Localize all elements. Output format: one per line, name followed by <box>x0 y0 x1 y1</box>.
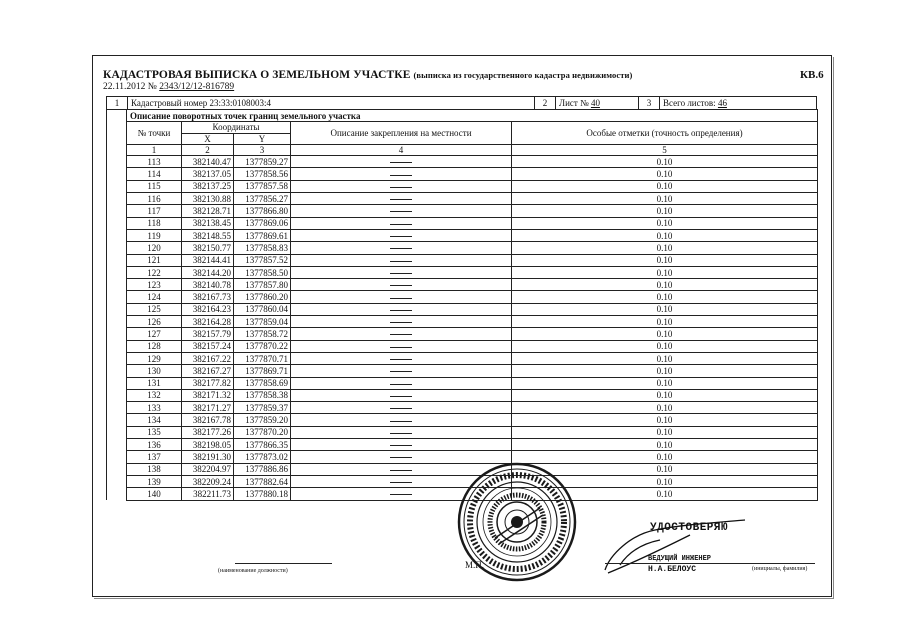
col-3-marker: 3 <box>639 97 660 110</box>
left-margin-cell <box>107 402 127 414</box>
coord-x: 382140.47 <box>182 156 234 168</box>
coord-y: 1377869.61 <box>234 229 291 241</box>
document-number: 2343/12/12-816789 <box>159 82 235 92</box>
form-code: КВ.6 <box>800 69 824 81</box>
coord-y: 1377858.83 <box>234 242 291 254</box>
coord-x: 382137.05 <box>182 168 234 180</box>
coord-x: 382130.88 <box>182 193 234 205</box>
column-number-1: 1 <box>127 144 182 155</box>
left-margin-cell <box>107 316 127 328</box>
cadastral-number-cell <box>128 97 535 110</box>
description-cell <box>291 352 512 364</box>
header-x: X <box>182 133 234 144</box>
table-row <box>107 217 818 229</box>
note-cell: 0.10 <box>512 266 818 278</box>
coord-x: 382167.78 <box>182 414 234 426</box>
dash-mark <box>390 408 412 409</box>
point-number: 117 <box>127 205 182 217</box>
title-subtitle: (выписка из государственного кадастра недвижимости) <box>413 70 633 80</box>
table-row <box>107 414 818 426</box>
total-sheets: 46 <box>717 98 727 108</box>
coord-y: 1377856.27 <box>234 193 291 205</box>
description-cell <box>291 242 512 254</box>
left-margin-cell <box>107 352 127 364</box>
left-margin-cell <box>107 340 127 352</box>
left-margin-cell <box>107 439 127 451</box>
dash-mark <box>390 396 412 397</box>
note-cell: 0.10 <box>512 414 818 426</box>
left-margin-cell <box>107 180 127 192</box>
coord-y: 1377869.06 <box>234 217 291 229</box>
note-cell: 0.10 <box>512 193 818 205</box>
coord-y: 1377857.52 <box>234 254 291 266</box>
column-number-2: 2 <box>182 144 234 155</box>
header-y: Y <box>234 133 291 144</box>
table-row <box>107 229 818 241</box>
description-cell <box>291 340 512 352</box>
dash-mark <box>390 236 412 237</box>
header-point-number: № точки <box>127 122 182 145</box>
position-signature-line <box>235 563 332 564</box>
coord-x: 382138.45 <box>182 217 234 229</box>
note-cell: 0.10 <box>512 328 818 340</box>
description-cell <box>291 365 512 377</box>
table-row <box>107 303 818 315</box>
left-margin-cell <box>107 122 127 133</box>
description-cell <box>291 328 512 340</box>
dash-mark <box>390 457 412 458</box>
note-cell: 0.10 <box>512 229 818 241</box>
table-row <box>107 340 818 352</box>
coord-x: 382167.22 <box>182 352 234 364</box>
header-notes: Особые отметки (точность определения) <box>512 122 818 145</box>
left-margin-cell <box>107 451 127 463</box>
left-margin-cell <box>107 193 127 205</box>
coord-x: 382167.73 <box>182 291 234 303</box>
cadastral-number: 23:33:0108003:4 <box>209 98 271 108</box>
dash-mark <box>390 322 412 323</box>
note-cell: 0.10 <box>512 279 818 291</box>
coord-x: 382171.27 <box>182 402 234 414</box>
title-text: КАДАСТРОВАЯ ВЫПИСКА О ЗЕМЕЛЬНОМ УЧАСТКЕ <box>103 69 411 81</box>
point-number: 133 <box>127 402 182 414</box>
total-sheets-label: Всего листов: <box>663 98 716 108</box>
coord-y: 1377869.71 <box>234 365 291 377</box>
cadastral-label: Кадастровый номер <box>131 98 208 108</box>
document-date <box>103 82 234 92</box>
dash-mark <box>390 334 412 335</box>
left-margin-cell <box>107 414 127 426</box>
coord-x: 382137.25 <box>182 180 234 192</box>
dash-mark <box>390 273 412 274</box>
note-cell: 0.10 <box>512 488 818 500</box>
sheet-label: Лист № <box>559 98 589 108</box>
dash-mark <box>390 384 412 385</box>
table-row <box>107 377 818 389</box>
coord-x: 382177.82 <box>182 377 234 389</box>
dash-mark <box>390 211 412 212</box>
dash-mark <box>390 359 412 360</box>
note-cell: 0.10 <box>512 205 818 217</box>
header-description: Описание закрепления на местности <box>291 122 512 145</box>
point-number: 137 <box>127 451 182 463</box>
note-cell: 0.10 <box>512 451 818 463</box>
header-coordinates: Координаты <box>182 122 291 133</box>
table-row <box>107 180 818 192</box>
info-row-table <box>106 96 817 110</box>
total-sheets-cell <box>660 97 817 110</box>
dash-mark <box>390 162 412 163</box>
left-margin-cell <box>107 377 127 389</box>
left-margin-cell <box>107 475 127 487</box>
dash-mark <box>390 199 412 200</box>
table-row <box>107 242 818 254</box>
dash-mark <box>390 470 412 471</box>
coord-y: 1377858.38 <box>234 389 291 401</box>
table-row <box>107 156 818 168</box>
note-cell: 0.10 <box>512 340 818 352</box>
description-cell <box>291 439 512 451</box>
note-cell: 0.10 <box>512 402 818 414</box>
left-margin-cell <box>107 254 127 266</box>
table-row <box>107 205 818 217</box>
official-seal-icon <box>455 460 580 585</box>
coord-x: 382128.71 <box>182 205 234 217</box>
dash-mark <box>390 224 412 225</box>
point-number: 134 <box>127 414 182 426</box>
note-cell: 0.10 <box>512 352 818 364</box>
coord-y: 1377859.20 <box>234 414 291 426</box>
coord-y: 1377859.27 <box>234 156 291 168</box>
left-margin-cell <box>107 426 127 438</box>
engineer-title: ВЕДУЩИЙ ИНЖЕНЕР <box>648 555 712 563</box>
section-title: Описание поворотных точек границ земельного участка <box>127 110 818 122</box>
coord-y: 1377870.22 <box>234 340 291 352</box>
note-cell: 0.10 <box>512 463 818 475</box>
coord-x: 382140.78 <box>182 279 234 291</box>
dash-mark <box>390 421 412 422</box>
description-cell <box>291 229 512 241</box>
name-caption: (инициалы, фамилия) <box>752 566 808 572</box>
dash-mark <box>390 285 412 286</box>
point-number: 139 <box>127 475 182 487</box>
column-number-3: 3 <box>234 144 291 155</box>
column-number-5: 5 <box>512 144 818 155</box>
note-cell: 0.10 <box>512 217 818 229</box>
point-number: 118 <box>127 217 182 229</box>
dash-mark <box>390 310 412 311</box>
point-number: 132 <box>127 389 182 401</box>
column-number-4: 4 <box>291 144 512 155</box>
point-number: 123 <box>127 279 182 291</box>
left-margin-cell <box>107 229 127 241</box>
table-row <box>107 291 818 303</box>
note-cell: 0.10 <box>512 439 818 451</box>
table-row <box>107 193 818 205</box>
point-number: 136 <box>127 439 182 451</box>
coord-y: 1377857.80 <box>234 279 291 291</box>
point-number: 128 <box>127 340 182 352</box>
table-row <box>107 328 818 340</box>
left-margin-cell <box>107 389 127 401</box>
note-cell: 0.10 <box>512 291 818 303</box>
coord-y: 1377882.64 <box>234 475 291 487</box>
coord-x: 382148.55 <box>182 229 234 241</box>
table-row <box>107 352 818 364</box>
section-number: 1 <box>107 97 128 110</box>
description-cell <box>291 279 512 291</box>
stamp-place-label: М.П. <box>465 560 485 570</box>
note-cell: 0.10 <box>512 316 818 328</box>
table-row <box>107 402 818 414</box>
note-cell: 0.10 <box>512 389 818 401</box>
coord-y: 1377880.18 <box>234 488 291 500</box>
dash-mark <box>390 347 412 348</box>
coord-x: 382144.20 <box>182 266 234 278</box>
coord-y: 1377859.37 <box>234 402 291 414</box>
note-cell: 0.10 <box>512 156 818 168</box>
left-margin-cell <box>107 291 127 303</box>
table-row <box>107 168 818 180</box>
note-cell: 0.10 <box>512 242 818 254</box>
coord-y: 1377870.71 <box>234 352 291 364</box>
table-row <box>107 365 818 377</box>
point-number: 122 <box>127 266 182 278</box>
document-title <box>103 69 632 81</box>
coord-y: 1377859.04 <box>234 316 291 328</box>
dash-mark <box>390 248 412 249</box>
coord-y: 1377886.86 <box>234 463 291 475</box>
point-number: 125 <box>127 303 182 315</box>
dash-mark <box>390 482 412 483</box>
coord-x: 382150.77 <box>182 242 234 254</box>
point-number: 116 <box>127 193 182 205</box>
dash-mark <box>390 261 412 262</box>
dash-mark <box>390 433 412 434</box>
certify-stamp: УДОСТОВЕРЯЮ <box>650 522 729 534</box>
dash-mark <box>390 445 412 446</box>
coord-y: 1377858.72 <box>234 328 291 340</box>
boundary-points-table <box>106 109 818 501</box>
point-number: 114 <box>127 168 182 180</box>
coord-x: 382164.23 <box>182 303 234 315</box>
coord-x: 382157.79 <box>182 328 234 340</box>
coord-y: 1377870.20 <box>234 426 291 438</box>
left-margin-cell <box>107 463 127 475</box>
left-margin-cell <box>107 242 127 254</box>
coord-y: 1377858.50 <box>234 266 291 278</box>
left-margin-cell <box>107 488 127 500</box>
left-margin-cell <box>107 205 127 217</box>
left-margin-cell <box>107 110 127 122</box>
table-row <box>107 254 818 266</box>
note-cell: 0.10 <box>512 168 818 180</box>
coord-x: 382157.24 <box>182 340 234 352</box>
point-number: 126 <box>127 316 182 328</box>
note-cell: 0.10 <box>512 303 818 315</box>
description-cell <box>291 168 512 180</box>
coord-x: 382211.73 <box>182 488 234 500</box>
left-margin-cell <box>107 279 127 291</box>
position-caption: (наименование должности) <box>218 568 288 574</box>
description-cell <box>291 402 512 414</box>
description-cell <box>291 316 512 328</box>
description-cell <box>291 303 512 315</box>
coord-y: 1377860.04 <box>234 303 291 315</box>
coord-x: 382177.26 <box>182 426 234 438</box>
coord-x: 382198.05 <box>182 439 234 451</box>
coord-y: 1377858.69 <box>234 377 291 389</box>
table-row <box>107 279 818 291</box>
table-row <box>107 389 818 401</box>
coord-y: 1377873.02 <box>234 451 291 463</box>
coord-y: 1377857.58 <box>234 180 291 192</box>
description-cell <box>291 266 512 278</box>
left-margin-cell <box>107 217 127 229</box>
point-number: 140 <box>127 488 182 500</box>
coord-x: 382209.24 <box>182 475 234 487</box>
sheet-number: 40 <box>590 98 600 108</box>
point-number: 119 <box>127 229 182 241</box>
point-number: 115 <box>127 180 182 192</box>
description-cell <box>291 291 512 303</box>
table-row <box>107 426 818 438</box>
dash-mark <box>390 298 412 299</box>
point-number: 121 <box>127 254 182 266</box>
description-cell <box>291 254 512 266</box>
note-cell: 0.10 <box>512 180 818 192</box>
col-2-marker: 2 <box>535 97 556 110</box>
description-cell <box>291 205 512 217</box>
description-cell <box>291 377 512 389</box>
description-cell <box>291 180 512 192</box>
coord-y: 1377860.20 <box>234 291 291 303</box>
left-margin-cell <box>107 156 127 168</box>
point-number: 120 <box>127 242 182 254</box>
coord-y: 1377866.80 <box>234 205 291 217</box>
left-margin-cell <box>107 133 127 144</box>
coord-x: 382204.97 <box>182 463 234 475</box>
coord-y: 1377866.35 <box>234 439 291 451</box>
point-number: 129 <box>127 352 182 364</box>
coord-x: 382144.41 <box>182 254 234 266</box>
description-cell <box>291 389 512 401</box>
note-cell: 0.10 <box>512 377 818 389</box>
note-cell: 0.10 <box>512 365 818 377</box>
description-cell <box>291 426 512 438</box>
coord-x: 382191.30 <box>182 451 234 463</box>
description-cell <box>291 156 512 168</box>
coord-y: 1377858.56 <box>234 168 291 180</box>
coord-x: 382167.27 <box>182 365 234 377</box>
table-row <box>107 266 818 278</box>
note-cell: 0.10 <box>512 254 818 266</box>
note-cell: 0.10 <box>512 475 818 487</box>
note-cell: 0.10 <box>512 426 818 438</box>
coord-x: 382164.28 <box>182 316 234 328</box>
dash-mark <box>390 371 412 372</box>
dash-mark <box>390 494 412 495</box>
left-margin-cell <box>107 144 127 155</box>
point-number: 130 <box>127 365 182 377</box>
description-cell <box>291 217 512 229</box>
dash-mark <box>390 187 412 188</box>
table-row <box>107 439 818 451</box>
description-cell <box>291 193 512 205</box>
left-margin-cell <box>107 365 127 377</box>
date-prefix: 22.11.2012 № <box>103 82 157 92</box>
point-number: 124 <box>127 291 182 303</box>
point-number: 113 <box>127 156 182 168</box>
point-number: 138 <box>127 463 182 475</box>
coord-x: 382171.32 <box>182 389 234 401</box>
left-margin-cell <box>107 266 127 278</box>
table-row <box>107 316 818 328</box>
left-margin-cell <box>107 328 127 340</box>
dash-mark <box>390 175 412 176</box>
point-number: 135 <box>127 426 182 438</box>
point-number: 127 <box>127 328 182 340</box>
description-cell <box>291 414 512 426</box>
point-number: 131 <box>127 377 182 389</box>
name-signature-line <box>605 563 815 564</box>
left-margin-cell <box>107 168 127 180</box>
left-margin-cell <box>107 303 127 315</box>
engineer-name: Н.А.БЕЛОУС <box>648 565 697 574</box>
sheet-cell <box>556 97 639 110</box>
